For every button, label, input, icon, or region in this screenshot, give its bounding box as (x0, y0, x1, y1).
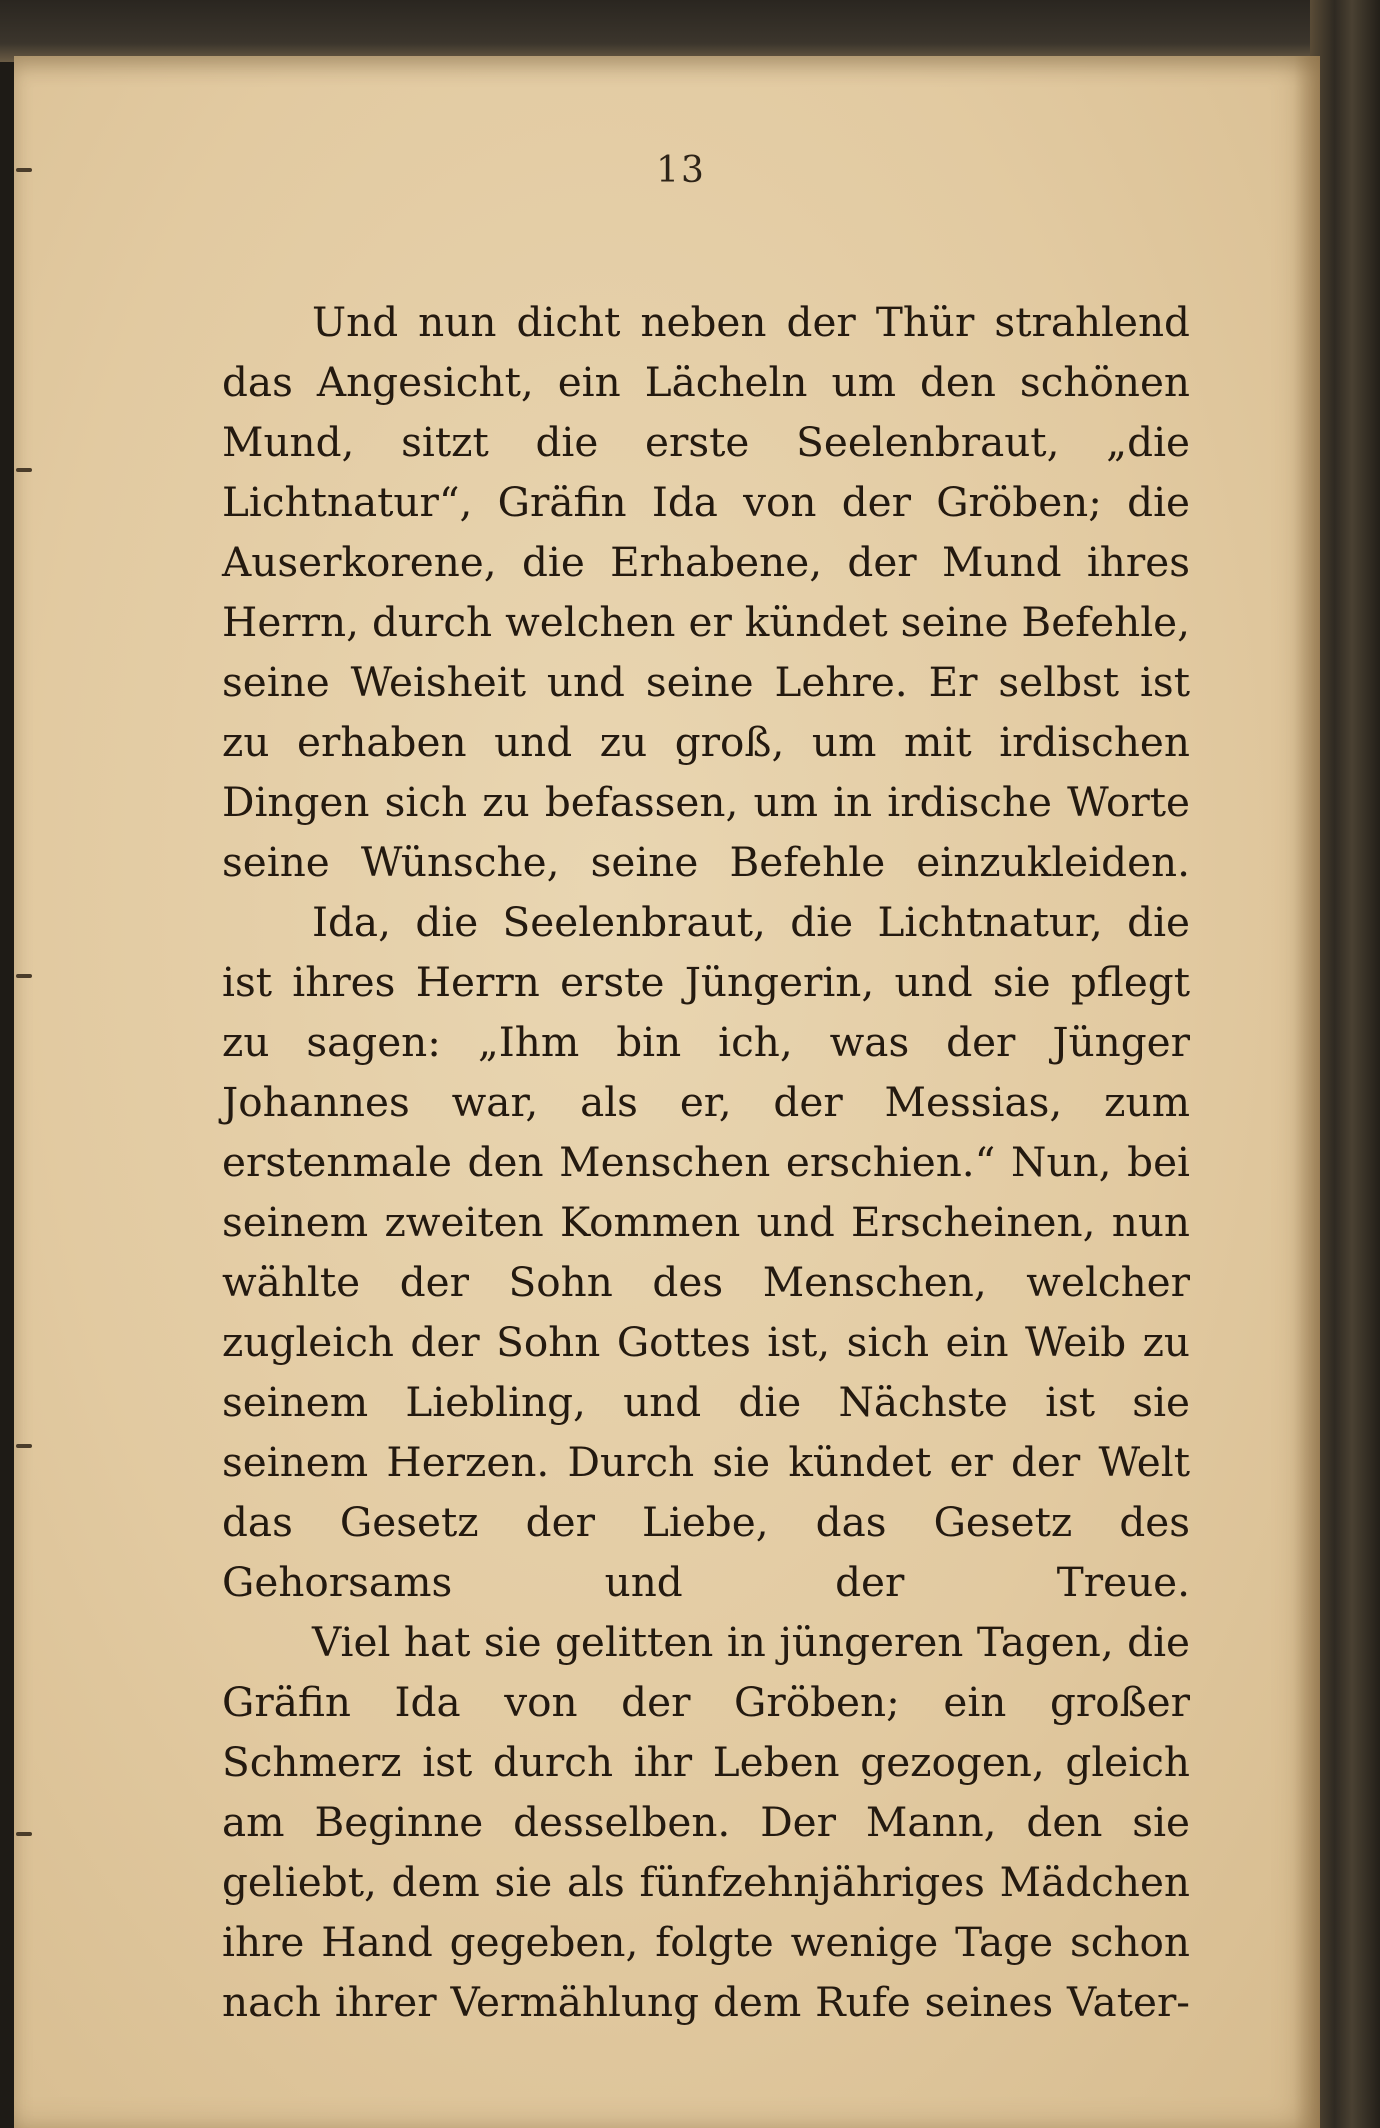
page-number: 13 (656, 150, 706, 191)
book-top-edge (0, 0, 1380, 62)
page-body-text (222, 292, 1190, 2032)
margin-mark (16, 1832, 32, 1836)
margin-mark (16, 468, 32, 472)
margin-mark (16, 974, 32, 978)
margin-mark (16, 1444, 32, 1448)
paragraph: Ida, die Seelenbraut, die Lichtnatur, die ist ihres Herrn erste Jüngerin, und sie pflegt zu sagen: „Ihm bin ich, was der Jünger Johannes war, als er, der Messias, zum erstenmale den Menschen erschien.“ Nun, bei seinem zweiten Kommen und Erscheinen, nun wählte der Sohn des Menschen, welcher zugleich der Sohn Gottes ist, sich ein Weib zu seinem Liebling, und die Nächste ist sie seinem Herzen. Durch sie kündet er der Welt das Gesetz der Liebe, das Gesetz des Gehorsams und der Treue. (222, 898, 1190, 1606)
page-edge-shadow (1294, 56, 1320, 2128)
paragraph: Und nun dicht neben der Thür strahlend das Angesicht, ein Lächeln um den schönen Mund, sitzt die erste Seelenbraut, „die Lichtnatur“, Gräfin Ida von der Gröben; die Auserkorene, die Erhabene, der Mund ihres Herrn, durch welchen er kündet seine Befehle, seine Weisheit und seine Lehre. Er selbst ist zu erhaben und zu groß, um mit irdischen Dingen sich zu befassen, um in irdische Worte seine Wünsche, seine Befehle einzukleiden. (222, 298, 1190, 886)
book-spine (1310, 0, 1380, 2128)
paragraph: Viel hat sie gelitten in jüngeren Tagen, die Gräfin Ida von der Gröben; ein großer Schmerz ist durch ihr Leben gezogen, gleich am Beginne desselben. Der Mann, den sie geliebt, dem sie als fünfzehnjähriges Mädchen ihre Hand gegeben, folgte wenige Tage schon nach ihrer Vermählung dem Rufe seines Vater- (222, 1618, 1190, 2026)
